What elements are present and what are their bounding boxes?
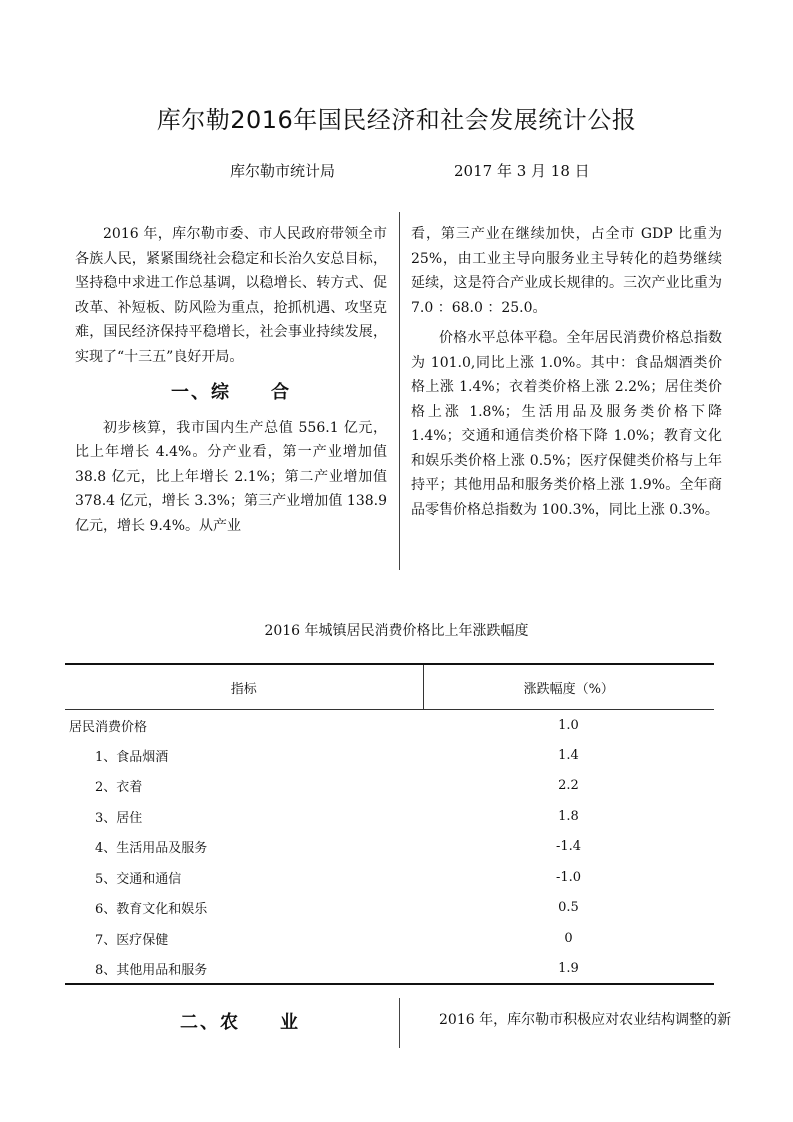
row-value: 1.8	[558, 808, 579, 824]
table-caption: 2016 年城镇居民消费价格比上年涨跌幅度	[264, 623, 529, 639]
table-row	[65, 771, 714, 802]
byline-date: 2017 年 3 月 18 日	[454, 162, 590, 180]
row-label: 2、衣着	[95, 780, 143, 796]
table-row	[65, 740, 714, 771]
header-change: 涨跌幅度（%）	[523, 681, 614, 697]
table-row	[65, 710, 714, 741]
row-value: 1.4	[558, 747, 579, 763]
table-header-row	[65, 664, 714, 710]
table-row	[65, 832, 714, 863]
row-label: 8、其他用品和服务	[95, 962, 208, 978]
row-value: 0.5	[558, 900, 579, 916]
column-divider	[399, 212, 400, 570]
price-paragraph: 价格水平总体平稳。全年居民消费价格总指数为 101.0,同比上涨 1.0%。其中：食品烟酒类价格上涨 1.4%；衣着类价格上涨 2.2%；居住类价格上涨 1.8%；生活用品及服务类价格下降 1.4%；交通和通信类价格下降 1.0%；教育文化和娱乐类价格上涨 0.5%；医疗保健类价格与上年持平；其他用品和服务类价格上涨 1.9%。全年商品零售价格总指数为 100.3%，同比上涨 0.3%。	[411, 330, 722, 518]
agriculture-paragraph-start: 2016 年，库尔勒市积极应对农业结构调整的新	[439, 1012, 732, 1028]
row-value: 1.0	[558, 717, 579, 733]
row-value: -1.0	[555, 869, 582, 885]
table-row	[65, 862, 714, 893]
left-column	[75, 222, 387, 538]
row-value: 0	[564, 930, 573, 946]
industry-paragraph: 看，第三产业在继续加快，占全市 GDP 比重为 25%，由工业主导向服务业主导转化的趋势继续延续，这是符合产业成长规律的。三次产业比重为 7.0 ：68.0 ：25.0。	[411, 226, 722, 316]
column-divider-bottom	[399, 998, 400, 1048]
row-value: 1.9	[558, 960, 579, 976]
cpi-table	[65, 663, 714, 985]
row-value: -1.4	[555, 839, 582, 855]
gdp-paragraph: 初步核算，我市国内生产总值 556.1 亿元，比上年增长 4.4%。分产业看，第一产业增加值 38.8 亿元，比上年增长 2.1%；第二产业增加值 378.4 亿元，增长 3.3%；第三产业增加值 138.9 亿元，增长 9.4%。从产业	[75, 419, 387, 534]
row-label: 7、医疗保健	[95, 932, 169, 948]
section-heading-overview: 一、综 合	[171, 382, 291, 403]
table-row	[65, 954, 714, 985]
row-label: 6、教育文化和娱乐	[95, 902, 208, 918]
table-row	[65, 801, 714, 832]
byline-agency: 库尔勒市统计局	[230, 162, 336, 180]
row-label: 居民消费价格	[69, 719, 148, 735]
row-label: 5、交通和通信	[95, 871, 182, 887]
right-column	[411, 222, 722, 522]
row-label: 4、生活用品及服务	[95, 841, 208, 857]
table-row	[65, 893, 714, 924]
section-heading-agriculture: 二、农 业	[180, 1012, 300, 1033]
intro-paragraph: 2016 年，库尔勒市委、市人民政府带领全市各族人民，紧紧围绕社会稳定和长治久安总目标，坚持稳中求进工作总基调，以稳增长、转方式、促改革、补短板、防风险为重点，抢抓机遇、攻坚克难，国民经济保持平稳增长，社会事业持续发展，实现了“十三五”良好开局。	[75, 226, 387, 365]
table-row	[65, 923, 714, 954]
row-label: 1、食品烟酒	[95, 749, 169, 765]
row-value: 2.2	[558, 778, 579, 794]
page-title: 库尔勒2016年国民经济和社会发展统计公报	[156, 106, 637, 134]
row-label: 3、居住	[95, 810, 143, 826]
header-indicator: 指标	[65, 664, 423, 710]
